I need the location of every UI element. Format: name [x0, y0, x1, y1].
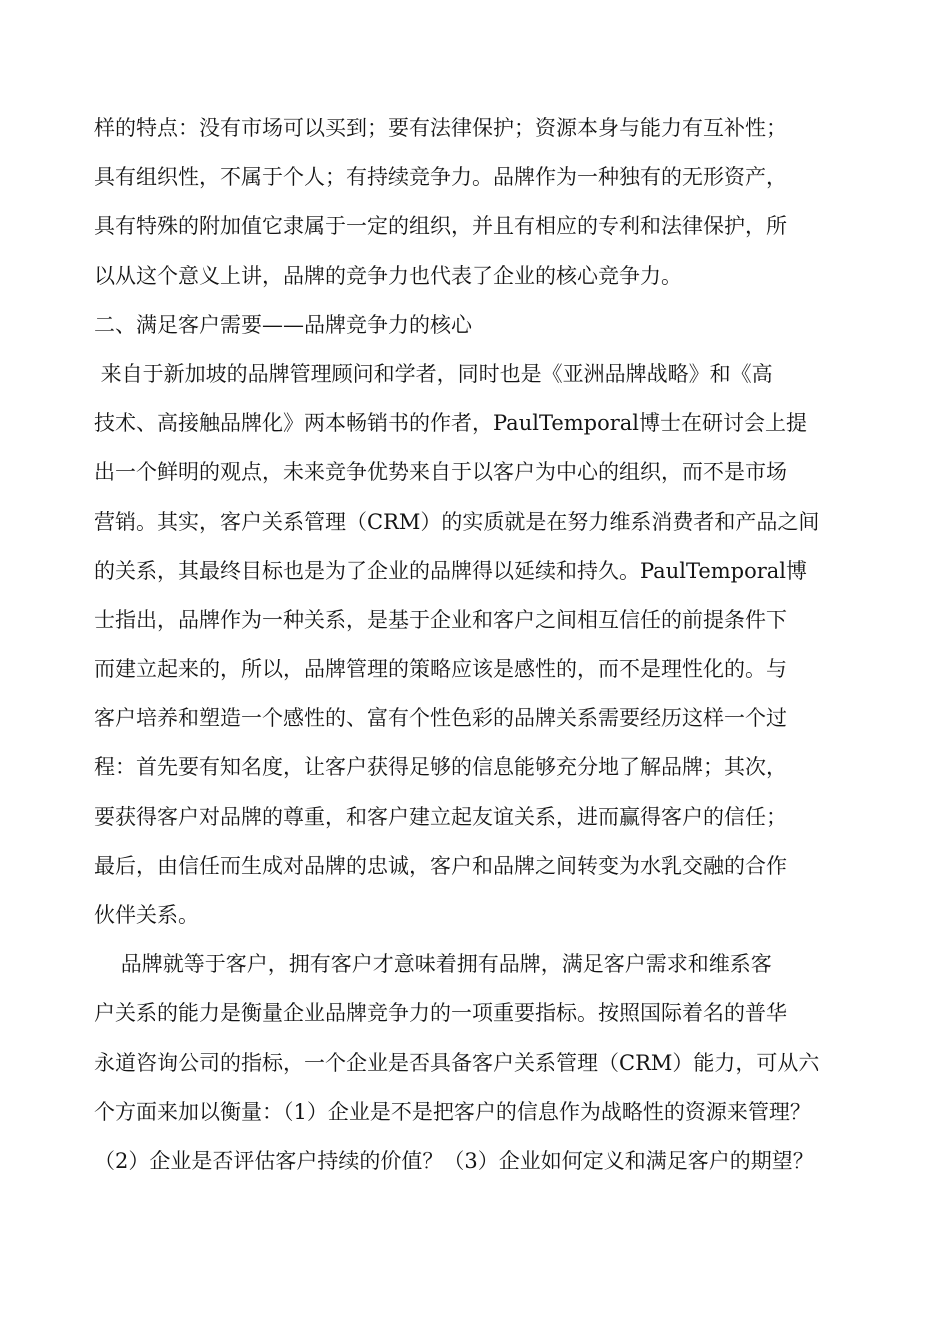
body-text [94, 104, 864, 1186]
text-line: 士指出，品牌作为一种关系，是基于企业和客户之间相互信任的前提条件下 [94, 607, 787, 632]
text-line: 而建立起来的，所以，品牌管理的策略应该是感性的，而不是理性化的。与 [94, 657, 787, 682]
text-line: 品牌就等于客户，拥有客户才意味着拥有品牌，满足客户需求和维系客 [94, 952, 772, 977]
text-line: 来自于新加坡的品牌管理顾问和学者，同时也是《亚洲品牌战略》和《高 [94, 361, 773, 386]
text-line: 最后，由信任而生成对品牌的忠诚，客户和品牌之间转变为水乳交融的合作 [94, 853, 787, 878]
text-line: 的关系，其最终目标也是为了企业的品牌得以延续和持久。PaulTemporal博 [94, 558, 808, 583]
text-line: 伙伴关系。 [94, 903, 199, 927]
text-line: 样的特点：没有市场可以买到；要有法律保护；资源本身与能力有互补性； [94, 116, 787, 140]
text-line: 户关系的能力是衡量企业品牌竞争力的一项重要指标。按照国际着名的普华 [94, 1001, 787, 1026]
text-line: 永道咨询公司的指标，一个企业是否具备客户关系管理（CRM）能力，可从六 [94, 1050, 820, 1075]
text-line: 以从这个意义上讲，品牌的竞争力也代表了企业的核心竞争力。 [94, 263, 682, 288]
text-line: 营销。其实，客户关系管理（CRM）的实质就是在努力维系消费者和产品之间 [94, 509, 820, 534]
text-line: 具有组织性，不属于个人；有持续竞争力。品牌作为一种独有的无形资产， [94, 165, 787, 190]
text-line: （2）企业是否评估客户持续的价值？（3）企业如何定义和满足客户的期望？ [94, 1148, 814, 1173]
text-line: 技术、高接触品牌化》两本畅销书的作者，PaulTemporal博士在研讨会上提 [94, 411, 808, 436]
section-heading: 二、满足客户需要——品牌竞争力的核心 [94, 312, 472, 337]
text-line: 个方面来加以衡量：（1）企业是不是把客户的信息作为战略性的资源来管理？ [94, 1099, 811, 1124]
text-line: 客户培养和塑造一个感性的、富有个性色彩的品牌关系需要经历这样一个过 [94, 706, 787, 731]
text-line: 具有特殊的附加值它隶属于一定的组织，并且有相应的专利和法律保护，所 [94, 214, 787, 239]
text-line: 要获得客户对品牌的尊重，和客户建立起友谊关系，进而赢得客户的信任； [94, 804, 787, 829]
text-line: 出一个鲜明的观点，未来竞争优势来自于以客户为中心的组织，而不是市场 [94, 460, 787, 485]
text-line: 程：首先要有知名度，让客户获得足够的信息能够充分地了解品牌；其次， [94, 755, 787, 780]
